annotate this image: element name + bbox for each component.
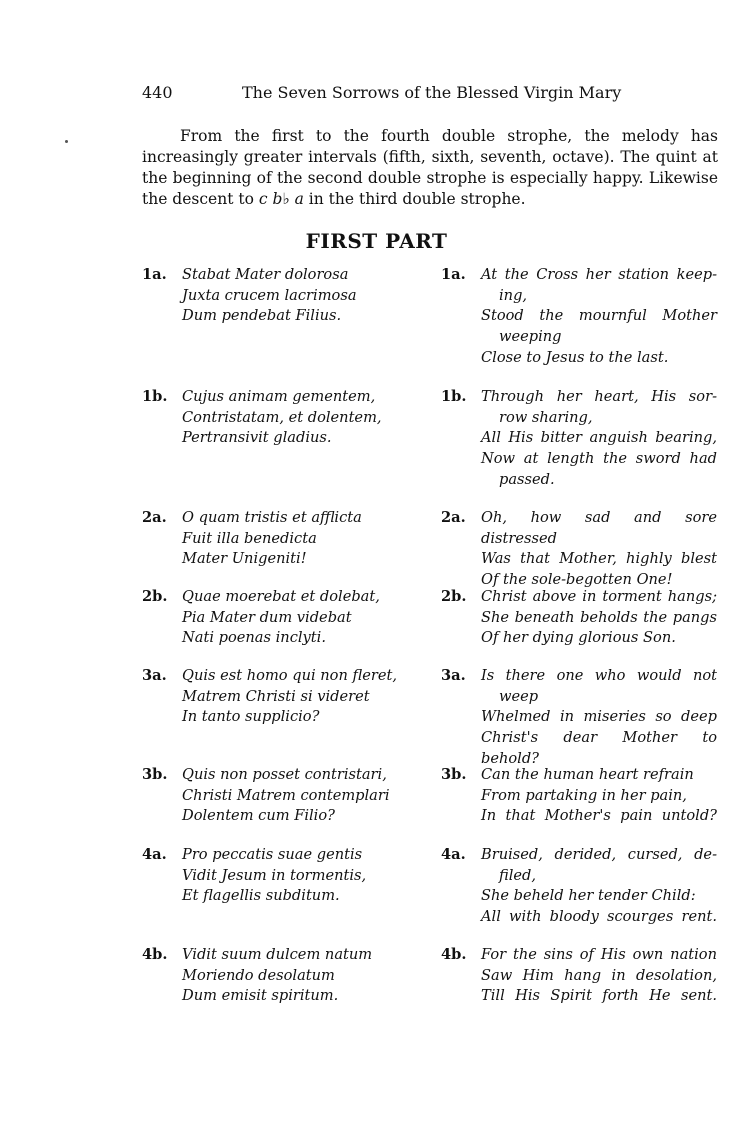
stanza-number: 1b.	[441, 388, 467, 405]
intro-notes: c b♭ a	[258, 190, 304, 208]
latin-line: Dolentem cum Filio?	[182, 807, 335, 825]
latin-line: Vidit Jesum in tormentis,	[182, 866, 367, 884]
english-line: Of the sole-begotten One!	[481, 571, 673, 589]
running-title: The Seven Sorrows of the Blessed Virgin Mary	[242, 83, 622, 102]
latin-line: Quis est homo qui non fleret,	[182, 667, 397, 684]
latin-line: In tanto supplicio?	[182, 708, 320, 726]
stanza-number: 4b.	[142, 946, 168, 963]
english-line: Saw Him hang in desolation,	[481, 966, 717, 984]
english-line: Bruised, derided, cursed, de-	[481, 846, 717, 863]
english-line: weeping	[499, 328, 562, 346]
intro-text-a: From the first to the fourth double strophe, the melody has increasingly greater intervals (fifth, sixth, seventh, octave). The quint at the beginning of the second double strophe is especially happy. Likewise the descent to	[142, 127, 718, 208]
latin-line: Pia Mater dum videbat	[182, 608, 352, 626]
english-line: In that Mother's pain untold?	[481, 807, 717, 825]
stanza-number: 2a.	[142, 509, 167, 526]
english-line: filed,	[499, 866, 537, 884]
latin-line: Christi Matrem contemplari	[182, 786, 390, 804]
latin-line: Cujus animam gementem,	[182, 388, 376, 405]
latin-line: Dum emisit spiritum.	[182, 987, 339, 1005]
latin-line: Matrem Christi si videret	[182, 687, 370, 705]
page-number: 440	[142, 83, 173, 102]
latin-line: Et flagellis subditum.	[182, 887, 340, 905]
english-line: She beheld her tender Child:	[481, 887, 696, 905]
latin-line: Stabat Mater dolorosa	[182, 266, 349, 283]
latin-line: Mater Unigeniti!	[182, 550, 307, 568]
stanza-number: 3a.	[441, 667, 466, 684]
latin-line: Vidit suum dulcem natum	[182, 946, 373, 963]
latin-line: Juxta crucem lacrimosa	[182, 286, 357, 304]
latin-line: Pertransivit gladius.	[182, 429, 332, 447]
english-line: She beneath beholds the pangs	[481, 608, 717, 626]
english-line: Till His Spirit forth He sent.	[481, 987, 717, 1005]
english-line: Christ's dear Mother to behold?	[481, 729, 717, 767]
english-line: Can the human heart refrain	[481, 766, 694, 783]
intro-text-b: in the third double strophe.	[303, 190, 526, 208]
latin-line: O quam tristis et afflicta	[182, 509, 362, 526]
english-line: All with bloody scourges rent.	[481, 908, 717, 926]
latin-line: Quae moerebat et dolebat,	[182, 588, 380, 605]
english-line: At the Cross her station keep-	[481, 266, 717, 283]
intro-paragraph	[142, 126, 718, 210]
english-line: ing,	[499, 286, 528, 304]
stanza-number: 4a.	[142, 846, 167, 863]
stanza-number: 2b.	[142, 588, 168, 605]
latin-line: Moriendo desolatum	[182, 966, 335, 984]
stanza-number: 1b.	[142, 388, 168, 405]
english-line: Christ above in torment hangs;	[481, 588, 717, 605]
english-line: Whelmed in miseries so deep	[481, 708, 717, 726]
english-line: From partaking in her pain,	[481, 786, 687, 804]
english-line: Oh, how sad and sore distressed	[481, 509, 717, 547]
english-line: row sharing,	[499, 408, 593, 426]
english-line: weep	[499, 687, 539, 705]
part-title: FIRST PART	[305, 229, 448, 253]
stanza-number: 2b.	[441, 588, 467, 605]
latin-line: Contristatam, et dolentem,	[182, 408, 382, 426]
stanza-number: 3b.	[441, 766, 467, 783]
stanza-number: 3a.	[142, 667, 167, 684]
stanza-number: 1a.	[142, 266, 167, 283]
running-head	[142, 82, 742, 104]
english-line: passed.	[499, 470, 555, 488]
latin-line: Nati poenas inclyti.	[182, 629, 326, 647]
latin-line: Dum pendebat Filius.	[182, 307, 342, 325]
stanza-number: 1a.	[441, 266, 466, 283]
latin-line: Fuit illa benedicta	[182, 529, 317, 547]
stanza-number: 2a.	[441, 509, 466, 526]
english-line: Was that Mother, highly blest	[481, 550, 717, 568]
english-line: All His bitter anguish bearing,	[481, 429, 717, 447]
english-line: Stood the mournful Mother	[481, 307, 717, 325]
margin-mark	[65, 140, 68, 143]
english-line: Of her dying glorious Son.	[481, 629, 676, 647]
english-line: Is there one who would not	[481, 667, 717, 684]
english-line: Now at length the sword had	[481, 450, 717, 468]
english-line: For the sins of His own nation	[481, 946, 717, 963]
stanza-number: 4a.	[441, 846, 466, 863]
latin-line: Quis non posset contristari,	[182, 766, 387, 783]
latin-line: Pro peccatis suae gentis	[182, 846, 363, 863]
stanza-number: 4b.	[441, 946, 467, 963]
stanza-number: 3b.	[142, 766, 168, 783]
english-line: Close to Jesus to the last.	[481, 348, 669, 366]
english-line: Through her heart, His sor-	[481, 388, 717, 405]
